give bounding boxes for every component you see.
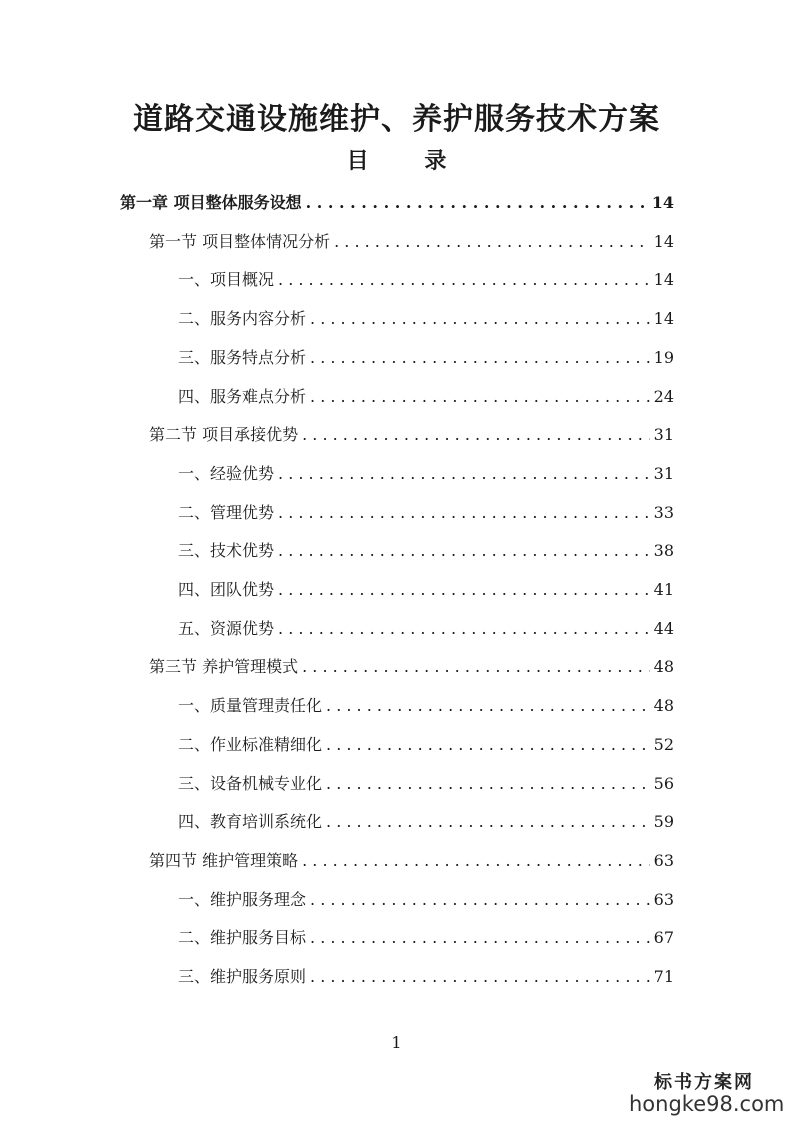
toc-entry-label: 第四节 维护管理策略: [149, 850, 299, 870]
toc-dot-leader: [326, 687, 650, 725]
watermark-url: hongke98.com: [629, 1092, 785, 1116]
toc-entry-label: 四、服务难点分析: [178, 386, 307, 406]
toc-entry[interactable]: [178, 919, 674, 957]
toc-entry[interactable]: [178, 803, 674, 841]
toc-entry-label: 二、服务内容分析: [178, 309, 307, 329]
toc-entry[interactable]: [178, 378, 674, 416]
toc-entry-label: 二、管理优势: [178, 502, 275, 522]
toc-entry-label: 一、质量管理责任化: [178, 696, 323, 716]
toc-entry[interactable]: [149, 223, 674, 261]
toc-entry[interactable]: [178, 494, 674, 532]
toc-entry-label: 二、维护服务目标: [178, 928, 307, 948]
toc-entry[interactable]: [149, 416, 674, 454]
toc-entry-page: 56: [653, 773, 674, 793]
toc-entry-label: 一、经验优势: [178, 463, 275, 483]
toc-entry-page: 19: [653, 347, 674, 367]
toc-entry-page: 44: [653, 618, 674, 638]
toc-dot-leader: [310, 378, 650, 416]
toc-entry[interactable]: [149, 648, 674, 686]
toc-dot-leader: [310, 958, 650, 996]
toc-entry[interactable]: [178, 958, 674, 996]
toc-entry-page: 41: [653, 580, 674, 599]
toc-entry-label: 第二节 项目承接优势: [149, 425, 299, 445]
toc-entry-label: 一、维护服务理念: [178, 889, 307, 909]
toc-entry-page: 14: [653, 309, 674, 329]
toc-heading: 目 录: [346, 148, 471, 174]
toc-entry-page: 31: [653, 463, 674, 483]
toc-dot-leader: [278, 261, 650, 299]
toc-entry[interactable]: [178, 881, 674, 919]
toc-entry-label: 二、作业标准精细化: [178, 734, 323, 754]
toc-entry[interactable]: [178, 610, 674, 648]
toc-entry-page: 33: [653, 502, 674, 522]
toc-dot-leader: [278, 571, 650, 609]
toc-entry-page: 14: [653, 270, 674, 290]
toc-entry-page: 14: [653, 231, 674, 251]
toc-entry-page: 63: [653, 889, 674, 909]
toc-entry-label: 第一章 项目整体服务设想: [120, 193, 302, 212]
toc-dot-leader: [326, 765, 650, 803]
toc-entry-page: 52: [653, 734, 674, 754]
toc-entry[interactable]: [178, 571, 674, 609]
toc-dot-leader: [334, 223, 650, 261]
toc-dot-leader: [326, 726, 650, 764]
toc-entry-page: 14: [651, 193, 674, 212]
toc-dot-leader: [310, 919, 650, 957]
toc-entry-label: 三、维护服务原则: [178, 967, 307, 986]
toc-dot-leader: [278, 455, 650, 493]
toc-entry-label: 三、技术优势: [178, 541, 275, 561]
toc-entry-label: 五、资源优势: [178, 618, 275, 638]
toc-entry[interactable]: [178, 339, 674, 377]
toc-entry[interactable]: [178, 261, 674, 299]
toc-entry-page: 38: [653, 541, 674, 561]
page-number: 1: [391, 1033, 402, 1052]
toc-dot-leader: [302, 842, 650, 880]
toc-dot-leader: [310, 300, 650, 338]
toc-entry[interactable]: [178, 300, 674, 338]
toc-entry-page: 31: [653, 425, 674, 445]
toc-entry-page: 63: [653, 850, 674, 870]
watermark-title: 标书方案网: [654, 1072, 754, 1093]
toc-dot-leader: [278, 610, 650, 648]
toc-entry-label: 第三节 养护管理模式: [149, 657, 299, 677]
toc-entry[interactable]: [178, 687, 674, 725]
toc-entry-label: 一、项目概况: [178, 270, 275, 290]
toc-entry-label: 第一节 项目整体情况分析: [149, 231, 331, 251]
toc-entry-page: 59: [653, 812, 674, 832]
toc-entry-label: 四、教育培训系统化: [178, 812, 323, 832]
toc-dot-leader: [278, 532, 650, 570]
toc-entry-page: 48: [653, 696, 674, 716]
toc-dot-leader: [302, 648, 650, 686]
toc-dot-leader: [278, 494, 650, 532]
watermark-logo: [629, 1068, 785, 1116]
toc-dot-leader: [302, 416, 650, 454]
toc-entry-page: 48: [653, 657, 674, 677]
toc-entry[interactable]: [178, 455, 674, 493]
toc-entry[interactable]: [120, 184, 674, 222]
toc-entry[interactable]: [178, 765, 674, 803]
toc-entry[interactable]: [178, 532, 674, 570]
toc-entry[interactable]: [149, 842, 674, 880]
toc-entry-label: 四、团队优势: [178, 580, 275, 599]
toc-dot-leader: [310, 881, 650, 919]
toc-entry-page: 67: [653, 928, 674, 948]
toc-entry-page: 71: [653, 967, 674, 986]
toc-entry-label: 三、服务特点分析: [178, 347, 307, 367]
toc-dot-leader: [306, 184, 648, 222]
toc-dot-leader: [326, 803, 650, 841]
toc-entry-page: 24: [653, 386, 674, 406]
toc-dot-leader: [310, 339, 650, 377]
toc-entry-label: 三、设备机械专业化: [178, 773, 323, 793]
toc-entry[interactable]: [178, 726, 674, 764]
document-title: 道路交通设施维护、养护服务技术方案: [133, 102, 660, 137]
